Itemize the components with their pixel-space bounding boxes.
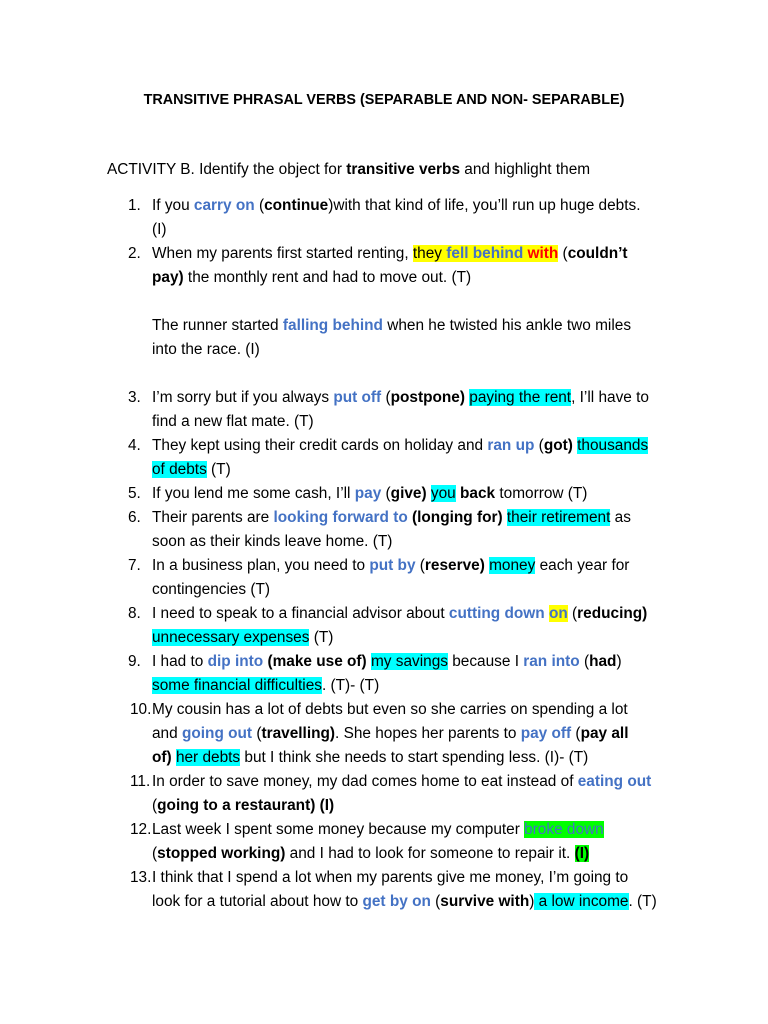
highlighted-object: unnecessary expenses xyxy=(152,629,310,646)
highlighted-object: thousands of debts xyxy=(152,437,649,478)
text: . (T)- (T) xyxy=(321,677,380,694)
text: ( xyxy=(254,197,265,214)
item-number: 11. xyxy=(130,773,151,790)
text: When my parents first started renting, xyxy=(152,245,413,262)
phrasal-verb: get by on xyxy=(362,893,431,910)
meaning: continue xyxy=(264,197,329,214)
item-number: 4. xyxy=(128,437,141,454)
text: (T) xyxy=(309,629,334,646)
list-item xyxy=(0,866,657,914)
item-number: 6. xyxy=(128,509,141,526)
highlighted-label: (I) xyxy=(574,845,590,862)
item-number: 2. xyxy=(128,245,141,262)
meaning: couldn’t pay) xyxy=(152,245,628,286)
text: because I xyxy=(447,653,524,670)
list-item xyxy=(0,818,652,866)
item-number: 5. xyxy=(128,485,141,502)
text: (T) xyxy=(206,461,231,478)
intro-bold-text: transitive verbs xyxy=(346,161,461,178)
meaning: give) xyxy=(390,485,427,502)
text: If you lend me some cash, I’ll xyxy=(152,485,355,502)
text: ( xyxy=(415,557,425,574)
intro-text: ACTIVITY B. Identify the object for xyxy=(107,161,347,178)
phrasal-verb: put by xyxy=(369,557,416,574)
phrasal-verb: carry on xyxy=(193,197,255,214)
exercise-list xyxy=(0,194,768,914)
text: as soon as their kinds leave home. (T) xyxy=(152,509,631,550)
meaning: had xyxy=(589,653,617,670)
highlighted-object: my savings xyxy=(370,653,448,670)
text: )with that kind of life, you’ll run up huge debts. (I) xyxy=(152,197,641,238)
text: ( xyxy=(534,437,544,454)
text: Last week I spent some money because my computer xyxy=(152,821,525,838)
meaning: postpone) xyxy=(390,389,465,406)
text: ( xyxy=(252,725,262,742)
text: ( xyxy=(152,797,158,814)
text: I had to xyxy=(152,653,208,670)
phrasal-verb: falling behind xyxy=(282,317,383,334)
text: The runner started xyxy=(152,317,283,334)
highlighted-object: their retirement xyxy=(506,509,611,526)
text: when he twisted his ankle two miles into the race. (I) xyxy=(152,317,632,358)
text: My cousin has a lot of debts but even so she carries on spending a lot and xyxy=(152,701,628,742)
text: They kept using their credit cards on holiday and xyxy=(152,437,488,454)
highlighted-object: you xyxy=(430,485,456,502)
document-title: TRANSITIVE PHRASAL VERBS (SEPARABLE AND NON- SEPARABLE) xyxy=(143,92,625,108)
text: ) xyxy=(616,653,622,670)
text: but I think she needs to start spending less. (I)- (T) xyxy=(240,749,589,766)
particle: back xyxy=(459,485,496,502)
text: I need to speak to a financial advisor about xyxy=(152,605,449,622)
text: I think that I spend a lot when my parents give me money, I’m going to look for a tutorial about how to xyxy=(152,869,629,910)
list-item xyxy=(0,434,652,482)
list-item xyxy=(0,506,652,554)
item-number: 8. xyxy=(128,605,141,622)
item-number: 1. xyxy=(128,197,141,214)
phrasal-verb: fell behind xyxy=(446,245,528,262)
example-paragraph xyxy=(0,314,652,362)
phrasal-verb: ran up xyxy=(487,437,535,454)
phrasal-verb: looking forward to xyxy=(273,509,408,526)
text: Their parents are xyxy=(152,509,274,526)
list-item xyxy=(0,698,652,770)
intro-text-end: and highlight them xyxy=(460,161,591,178)
list-item xyxy=(0,554,652,602)
phrasal-verb: eating out xyxy=(577,773,652,790)
text: ( xyxy=(579,653,590,670)
highlighted-object: they xyxy=(412,245,447,262)
text: ( xyxy=(381,389,391,406)
text: . (T) xyxy=(628,893,657,910)
particle: with xyxy=(527,245,559,262)
particle: on xyxy=(548,605,568,622)
meaning: travelling) xyxy=(261,725,336,742)
text: ( xyxy=(381,485,391,502)
item-number: 10. xyxy=(130,701,152,718)
phrasal-verb: pay off xyxy=(520,725,572,742)
text: , I’ll have to find a new flat mate. (T) xyxy=(152,389,649,430)
text: In order to save money, my dad comes home to eat instead of xyxy=(152,773,578,790)
text: ) xyxy=(529,893,535,910)
meaning: pay all of) xyxy=(152,725,629,766)
phrasal-verb: ran into xyxy=(523,653,580,670)
meaning: going to a restaurant) (I) xyxy=(157,797,335,814)
text: ( xyxy=(567,605,578,622)
highlighted-object: money xyxy=(489,557,536,574)
phrasal-verb: put off xyxy=(333,389,382,406)
text: I’m sorry but if you always xyxy=(152,389,334,406)
list-item xyxy=(0,194,652,242)
list-item xyxy=(0,770,652,818)
text: ( xyxy=(558,245,568,262)
highlighted-object: paying the rent xyxy=(469,389,572,406)
list-item xyxy=(0,650,652,698)
item-number: 13. xyxy=(130,869,152,886)
meaning: survive with xyxy=(440,893,530,910)
highlighted-object: her debts xyxy=(175,749,241,766)
text: and I had to look for someone to repair it. xyxy=(285,845,575,862)
meaning: (longing for) xyxy=(412,509,503,526)
item-number: 3. xyxy=(128,389,141,406)
text: each year for contingencies (T) xyxy=(152,557,630,598)
phrasal-verb: cutting down xyxy=(448,605,545,622)
meaning: reserve) xyxy=(424,557,485,574)
text: ( xyxy=(152,845,158,862)
text: the monthly rent and had to move out. (T) xyxy=(183,269,472,286)
list-item xyxy=(0,482,652,506)
item-number: 12. xyxy=(130,821,152,838)
phrasal-verb: pay xyxy=(354,485,382,502)
text: ( xyxy=(571,725,581,742)
phrasal-verb: dip into xyxy=(207,653,264,670)
meaning: reducing) xyxy=(577,605,648,622)
list-item xyxy=(0,386,652,434)
list-item xyxy=(0,602,652,650)
item-number: 9. xyxy=(128,653,141,670)
list-item xyxy=(0,242,652,290)
text: If you xyxy=(152,197,194,214)
text: In a business plan, you need to xyxy=(152,557,370,574)
activity-instructions xyxy=(107,161,590,179)
text: ( xyxy=(430,893,441,910)
phrasal-verb: going out xyxy=(181,725,253,742)
phrasal-verb: broke down xyxy=(524,821,604,838)
highlighted-object: some financial difficulties xyxy=(152,677,322,694)
text: tomorrow (T) xyxy=(495,485,588,502)
text: . She hopes her parents to xyxy=(335,725,521,742)
highlighted-object: a low income xyxy=(534,893,629,910)
meaning: stopped working) xyxy=(157,845,286,862)
meaning: (make use of) xyxy=(267,653,367,670)
meaning: got) xyxy=(543,437,573,454)
item-number: 7. xyxy=(128,557,141,574)
